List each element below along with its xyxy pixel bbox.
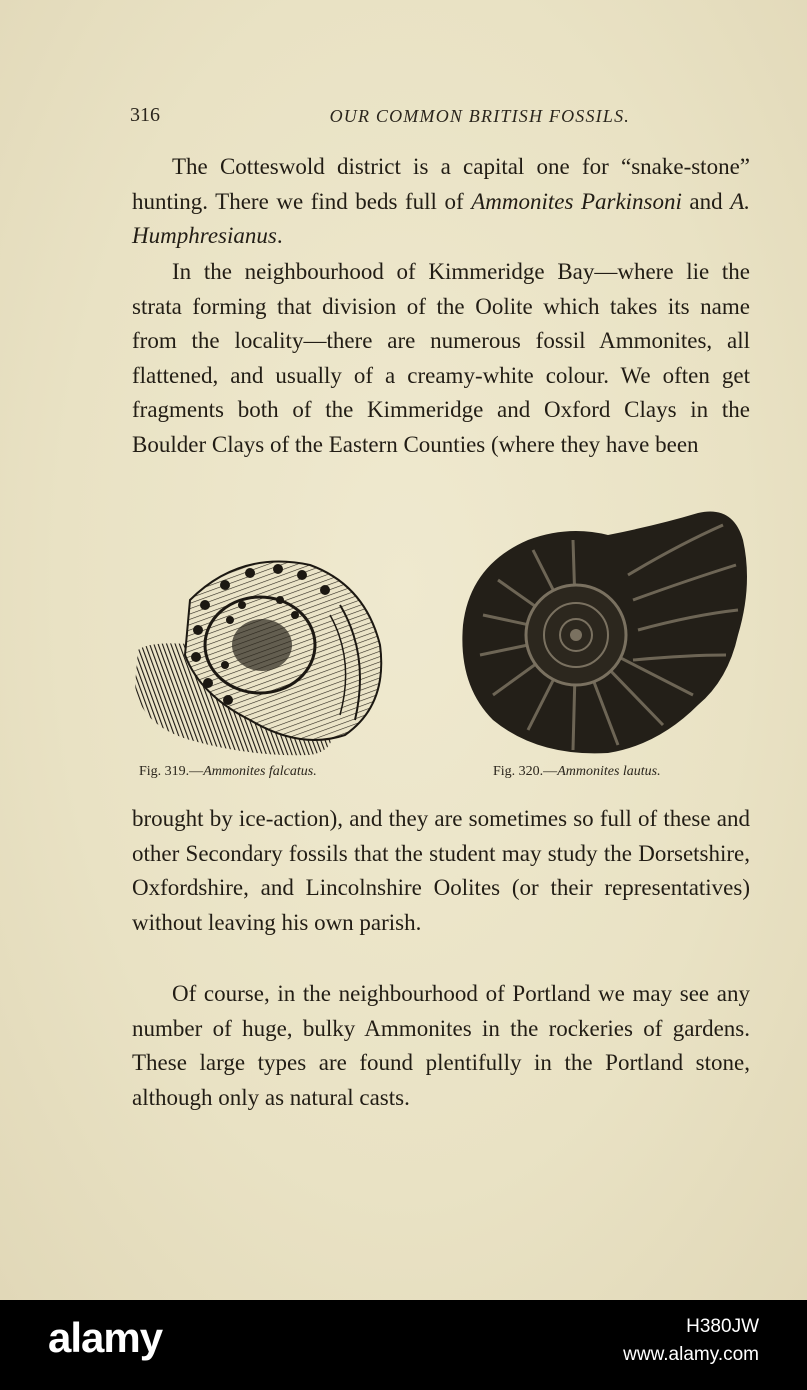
alamy-logo: alamy bbox=[48, 1314, 163, 1361]
figure-319-caption bbox=[139, 764, 317, 780]
running-title: OUR COMMON BRITISH FOSSILS. bbox=[329, 106, 630, 126]
watermark-url: www.alamy.com bbox=[623, 1344, 759, 1365]
figure-319-name: Ammonites falcatus. bbox=[203, 764, 317, 779]
ammonite-falcatus-illustration bbox=[130, 545, 390, 760]
p1-text-b: and bbox=[681, 188, 731, 214]
p1-text-c: . bbox=[276, 223, 283, 248]
running-head bbox=[130, 100, 630, 130]
page-number: 316 bbox=[130, 104, 160, 126]
paragraph-portland: Of course, in the neighbourhood of Portland we may see any number of huge, bulky Ammonites in the rockeries of gardens. These large types are found plentifully in the Portland stone, although only as natural casts. bbox=[132, 981, 750, 1110]
image-id: H380JW bbox=[686, 1316, 759, 1337]
paragraph-ice-action: brought by ice-action), and they are sometimes so full of these and other Secondary fossils that the student may study the Dorsetshire, Oxfordshire, and Lincolnshire Oolites (or their representatives) without leaving his own parish. bbox=[132, 806, 750, 935]
figure-320-caption bbox=[493, 764, 661, 780]
p1-italic-b: A. Humphresianus bbox=[132, 188, 750, 248]
paragraph-kimmeridge: In the neighbourhood of Kimmeridge Bay—where lie the strata forming that division of the Oolite which takes its name from the locality—there are numerous fossil Ammonites, all flattened, and usually of a creamy-white colour. We often get fragments both of the Kimmeridge and Oxford Clays in the Boulder Clays of the Eastern Counties (where they have been bbox=[132, 259, 750, 457]
p1-italic-a: Ammonites Parkinsoni bbox=[471, 188, 682, 214]
p1-text-a: The Cotteswold district is a capital one for “snake-stone” hunting. There we find beds full of bbox=[132, 154, 750, 214]
figure-320-name: Ammonites lautus. bbox=[557, 764, 661, 779]
watermark-bar bbox=[0, 1300, 807, 1390]
figure-319-label: Fig. 319.— bbox=[139, 764, 204, 779]
figure-320-label: Fig. 320.— bbox=[493, 764, 558, 779]
ammonite-lautus-illustration bbox=[458, 505, 753, 760]
paragraph-cotteswold bbox=[132, 150, 750, 254]
